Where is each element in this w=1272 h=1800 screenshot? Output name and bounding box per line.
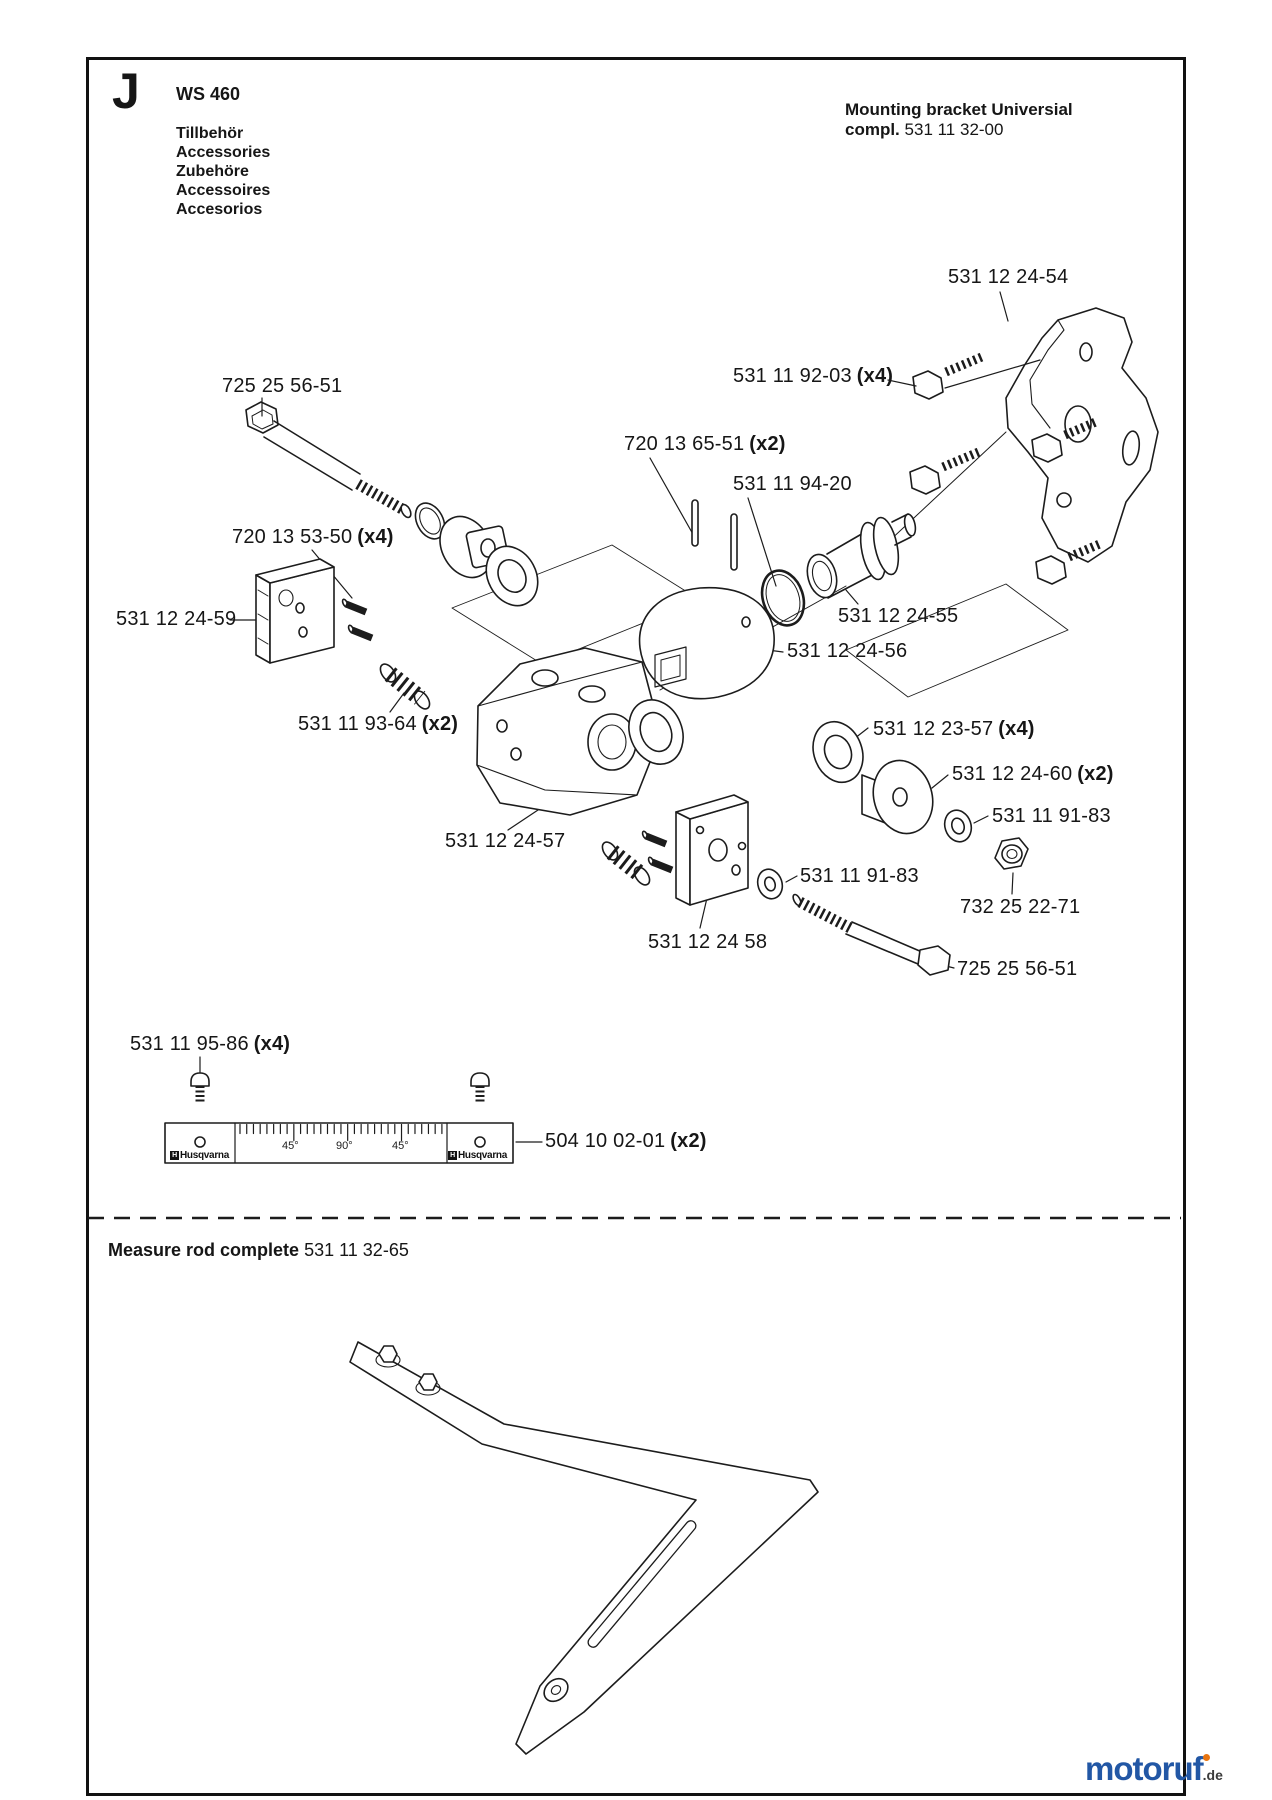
part-label: 725 25 56-51 bbox=[222, 375, 343, 397]
part-label: 732 25 22-71 bbox=[960, 896, 1081, 918]
part-label: 720 13 53-50 (x4) bbox=[232, 526, 394, 548]
title-sv: Tillbehör bbox=[176, 125, 244, 142]
part-label: 504 10 02-01 (x2) bbox=[545, 1130, 707, 1152]
part-label: 720 13 65-51 (x2) bbox=[624, 433, 786, 455]
assembly-title: Mounting bracket Universial bbox=[845, 100, 1073, 119]
motoruf-logo[interactable]: motoruf.de bbox=[1085, 1750, 1223, 1787]
part-sleeve-24-55 bbox=[803, 513, 917, 601]
part-label: 531 12 24-54 bbox=[948, 266, 1069, 288]
part-measure-rod bbox=[350, 1342, 818, 1754]
part-label: 531 12 24-56 bbox=[787, 640, 908, 662]
measure-rod-title: Measure rod complete 531 11 32-65 bbox=[108, 1240, 409, 1260]
title-fr: Accessoires bbox=[176, 182, 271, 199]
part-bolts-92-03 bbox=[910, 356, 1102, 584]
ruler-angle-left: 45° bbox=[282, 1140, 299, 1152]
part-label: 531 11 94-20 bbox=[733, 473, 852, 495]
part-mounting-plate bbox=[1006, 308, 1158, 562]
section-letter: J bbox=[112, 63, 140, 119]
part-label: 531 11 95-86 (x4) bbox=[130, 1033, 291, 1055]
title-en: Accessories bbox=[176, 144, 271, 161]
part-label: 531 12 24-59 bbox=[116, 608, 237, 630]
part-washer-91-83-left bbox=[754, 866, 786, 902]
part-plate-24-59 bbox=[256, 559, 334, 663]
part-main-block-24-57 bbox=[477, 648, 652, 815]
model-name: WS 460 bbox=[176, 84, 241, 104]
crown-icon: H bbox=[170, 1151, 179, 1160]
ruler-angle-right: 45° bbox=[392, 1140, 409, 1152]
part-label: 531 11 92-03 (x4) bbox=[733, 365, 894, 387]
part-locknut-732 bbox=[995, 838, 1028, 869]
part-label: 531 12 24 58 bbox=[648, 931, 768, 953]
part-screws-95-86 bbox=[191, 1073, 489, 1102]
part-washer-91-83-right bbox=[941, 807, 976, 845]
ruler-angle-center: 90° bbox=[336, 1140, 353, 1152]
part-label: 531 12 24-57 bbox=[445, 830, 566, 852]
part-label: 531 12 24-55 bbox=[838, 605, 959, 627]
part-hub-24-60 bbox=[862, 753, 941, 840]
husqvarna-logo-right: H Husqvarna bbox=[448, 1150, 507, 1161]
title-de: Zubehöre bbox=[176, 163, 249, 180]
part-label: 531 12 24-60 (x2) bbox=[952, 763, 1114, 785]
part-label: 725 25 56-51 bbox=[957, 958, 1078, 980]
part-label: 531 11 91-83 bbox=[992, 805, 1111, 827]
part-label: 531 11 93-64 (x2) bbox=[298, 713, 459, 735]
part-label: 531 12 23-57 (x4) bbox=[873, 718, 1035, 740]
part-pins-65-51 bbox=[692, 500, 737, 570]
part-label: 531 11 91-83 bbox=[800, 865, 919, 887]
husqvarna-logo-left: H Husqvarna bbox=[170, 1150, 229, 1161]
assembly-part-number-line: compl. 531 11 32-00 bbox=[845, 120, 1004, 139]
part-bolt-bottom-725 bbox=[792, 893, 950, 975]
title-es: Accesorios bbox=[176, 201, 263, 218]
crown-icon: H bbox=[448, 1151, 457, 1160]
logo-accent-dot bbox=[1203, 1754, 1210, 1761]
part-plate-24-58 bbox=[676, 795, 748, 905]
